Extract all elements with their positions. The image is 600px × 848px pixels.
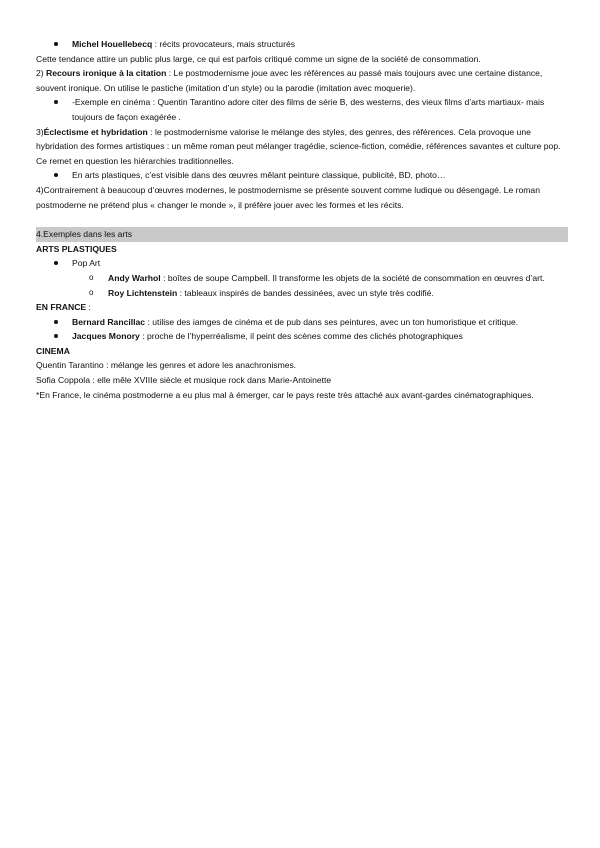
text-run: *En France, le cinéma postmoderne a eu plus mal à émerger, car le pays reste très attaché aux avant-gardes cinématographiques.	[36, 389, 534, 400]
text-run: : le postmodernisme valorise le mélange des styles, des genres, des références. Cela provoque une hybridation des formes artistiques : un même roman peut mélanger tragédie, science-fiction, comédie, références savantes et culture pop. Ce remet en question les hiérarchies traditionnelles.	[36, 126, 561, 166]
text-run: : boîtes de soupe Campbell. Il transforme les objets de la société de consommation en œuvres d’art.	[160, 272, 545, 283]
text-run: 3)	[36, 126, 44, 137]
bold-text: Jacques Monory	[72, 331, 140, 342]
sub-bullet-item	[36, 271, 568, 286]
bullet-item	[36, 168, 568, 183]
bold-text: Recours ironique à la citation	[46, 68, 167, 79]
text-run: 4.Exemples dans les arts	[36, 229, 133, 240]
bold-text: Roy Lichtenstein	[108, 287, 178, 298]
paragraph	[36, 66, 568, 95]
paragraph	[36, 125, 568, 169]
bold-text: Bernard Rancillac	[72, 316, 146, 327]
bold-text: Éclectisme et hybridation	[43, 126, 148, 137]
bold-text: EN FRANCE	[36, 302, 87, 313]
bold-text: ARTS PLASTIQUES	[36, 243, 117, 254]
text-run: Pop Art	[72, 258, 101, 269]
bullet-item	[36, 256, 568, 271]
text-run: -Exemple en cinéma : Quentin Tarantino adore citer des films de série B, des westerns, des vieux films d’arts martiaux- mais toujours de façon exagérée .	[72, 97, 545, 122]
text-run: :	[86, 302, 91, 313]
sub-bullet-item	[36, 286, 568, 301]
paragraph	[36, 373, 568, 388]
text-run: : tableaux inspirés de bandes dessinées, avec un style très codifié.	[177, 287, 434, 298]
text-run: : récits provocateurs, mais structurés	[152, 39, 296, 49]
bullet-item	[36, 37, 568, 52]
text-run: Quentin Tarantino : mélange les genres et adore les anachronismes.	[36, 360, 297, 371]
paragraph	[36, 358, 568, 373]
text-run: : proche de l’hyperréalisme, il peint des scènes comme des clichés photographiques	[139, 331, 463, 342]
text-run: 4)Contrairement à beaucoup d’œuvres modernes, le postmodernisme se présente souvent comme ludique ou désengagé. Le roman postmoderne ne prétend plus « changer le monde », il préfère jouer avec les formes et les récits.	[36, 184, 540, 210]
bullet-item	[36, 315, 568, 330]
bold-text: Michel Houellebecq	[72, 39, 153, 49]
bold-text: Andy Warhol	[108, 272, 161, 283]
text-run: Sofia Coppola : elle mêle XVIIIe siècle et musique rock dans Marie-Antoinette	[36, 375, 332, 386]
bullet-item	[36, 95, 568, 124]
text-run: 2)	[36, 68, 47, 79]
text-run: En arts plastiques, c’est visible dans des œuvres mêlant peinture classique, publicité, BD, photo…	[72, 170, 446, 181]
document-page	[36, 37, 568, 402]
section-heading	[36, 227, 568, 242]
paragraph	[36, 300, 568, 315]
paragraph	[36, 183, 568, 212]
bullet-item	[36, 329, 568, 344]
bold-text: CINEMA	[36, 345, 70, 356]
document-body	[36, 37, 568, 402]
paragraph	[36, 344, 568, 359]
paragraph	[36, 242, 568, 257]
paragraph	[36, 52, 568, 67]
text-run: : Le postmodernisme joue avec les références au passé mais toujours avec une certaine distance, souvent ironique. On utilise le pastiche (imitation d’un style) ou la parodie (imitation avec moquerie).	[36, 68, 543, 93]
paragraph	[36, 388, 568, 403]
text-run: : utilise des iamges de cinéma et de pub dans ses peintures, avec un ton humoristique et critique.	[145, 316, 519, 327]
text-run: Cette tendance attire un public plus large, ce qui est parfois critiqué comme un signe de la société de consommation.	[36, 53, 481, 64]
